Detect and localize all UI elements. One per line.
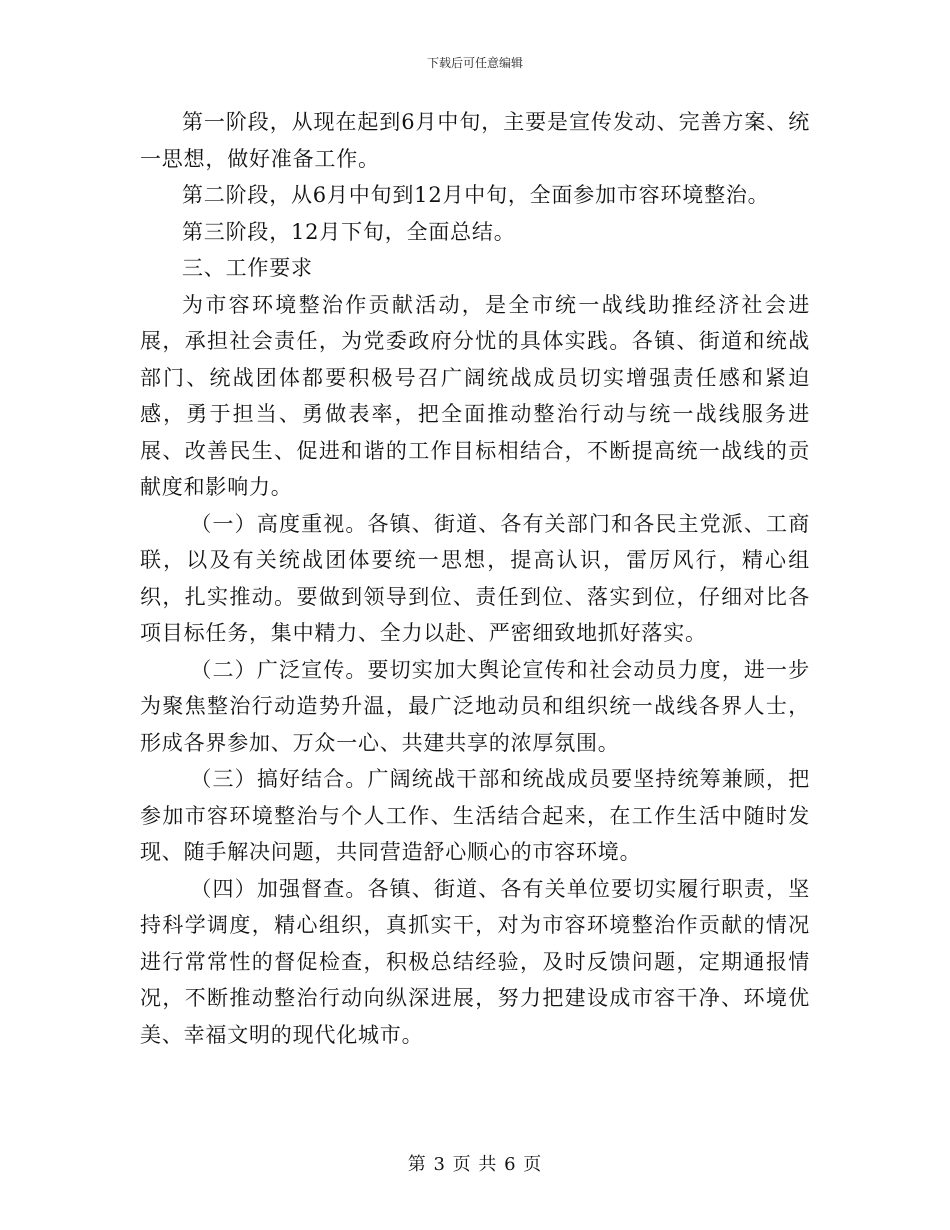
paragraph-phase-one: 第一阶段，从现在起到6月中旬，主要是宣传发动、完善方案、统一思想，做好准备工作。: [140, 110, 810, 171]
document-body: [140, 104, 810, 1053]
paragraph-phase-three: 第三阶段，12月下旬，全面总结。: [182, 219, 516, 244]
paragraph-intro: 为市容环境整治作贡献活动，是全市统一战线助推经济社会进展，承担社会责任，为党委政府分忧的具体实践。各镇、街道和统战部门、统战团体都要积极号召广阔统战成员切实增强责任感和紧迫感，勇于担当、勇做表率，把全面推动整治行动与统一战线服务进展、改善民生、促进和谐的工作目标相结合，不断提高统一战线的贡献度和影响力。: [140, 292, 810, 499]
paragraph-item-4: （四）加强督查。各镇、街道、各有关单位要切实履行职责，坚持科学调度，精心组织，真抓实干，对为市容环境整治作贡献的情况进行常常性的督促检查，积极总结经验，及时反馈问题，定期通报情况，不断推动整治行动向纵深进展，努力把建设成市容干净、环境优美、幸福文明的现代化城市。: [140, 876, 810, 1047]
paragraph-item-3: （三）搞好结合。广阔统战干部和统战成员要坚持统筹兼顾，把参加市容环境整治与个人工作、生活结合起来，在工作生活中随时发现、随手解决问题，共同营造舒心顺心的市容环境。: [140, 767, 810, 864]
page-header-note: 下载后可任意编辑: [426, 56, 523, 70]
section-heading-work-requirements: 三、工作要求: [182, 256, 313, 280]
page-number: 第 3 页 共 6 页: [407, 1154, 543, 1175]
paragraph-item-2: （二）广泛宣传。要切实加大舆论宣传和社会动员力度，进一步为聚焦整治行动造势升温，最广泛地动员和组织统一战线各界人士，形成各界参加、万众一心、共建共享的浓厚氛围。: [140, 657, 810, 755]
paragraph-item-1: （一）高度重视。各镇、街道、各有关部门和各民主党派、工商联，以及有关统战团体要统一思想，提高认识，雷厉风行，精心组织，扎实推动。要做到领导到位、责任到位、落实到位，仔细对比各项目标任务，集中精力、全力以赴、严密细致地抓好落实。: [140, 511, 810, 645]
paragraph-phase-two: 第二阶段，从6月中旬到12月中旬，全面参加市容环境整治。: [182, 183, 770, 207]
